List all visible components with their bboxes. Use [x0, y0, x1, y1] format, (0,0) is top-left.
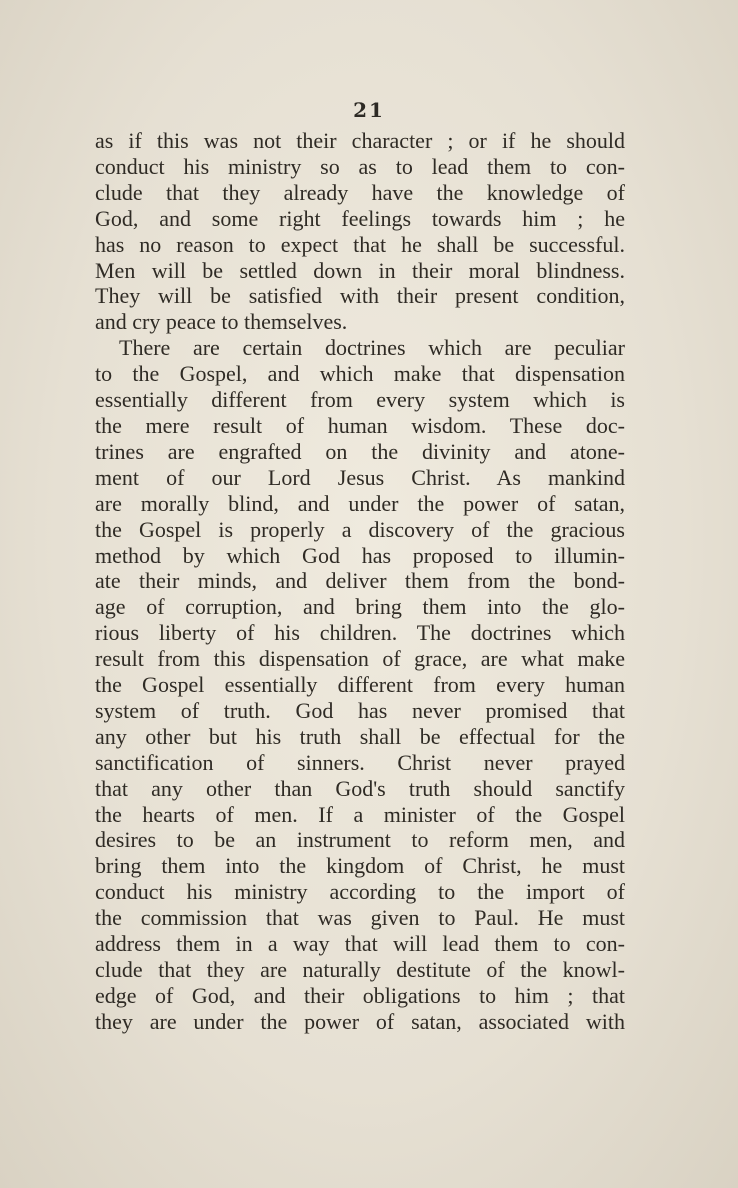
text-line: clude that they already have the knowledge of [95, 179, 625, 205]
text-line: bring them into the kingdom of Christ, he must [95, 853, 625, 879]
text-line: any other but his truth shall be effectual for the [95, 723, 625, 749]
text-line: clude that they are naturally destitute of the knowl- [95, 957, 625, 982]
text-line: to the Gospel, and which make that dispensation [95, 361, 625, 387]
text-line: conduct his ministry so as to lead them to con- [95, 153, 625, 179]
paragraph-end-line: and cry peace to themselves. [95, 309, 348, 335]
text-line: rious liberty of his children. The doctrines which [95, 620, 625, 646]
text-line: God, and some right feelings towards him ; he [95, 205, 625, 231]
text-line: result from this dispensation of grace, are what make [95, 646, 625, 672]
text-line: they are under the power of satan, associated with [95, 1008, 625, 1034]
text-line: They will be satisfied with their present condition, [95, 283, 625, 309]
text-line: has no reason to expect that he shall be successful. [95, 231, 625, 257]
body-text [95, 128, 625, 1035]
text-line: system of truth. God has never promised that [95, 697, 625, 723]
text-line: are morally blind, and under the power of satan, [95, 490, 625, 516]
text-line: desires to be an instrument to reform men, and [95, 827, 625, 853]
text-line: the Gospel essentially different from every human [95, 672, 625, 698]
text-line: the mere result of human wisdom. These doc- [95, 412, 625, 438]
text-line: that any other than God's truth should sanctify [95, 775, 625, 801]
text-line: trines are engrafted on the divinity and atone- [95, 438, 625, 464]
text-line: ate their minds, and deliver them from the bond- [95, 568, 625, 594]
paragraph-start-line: There are certain doctrines which are peculiar [119, 335, 625, 361]
text-line: age of corruption, and bring them into the glo- [95, 594, 625, 620]
text-line: method by which God has proposed to illumin- [95, 542, 625, 568]
text-line: sanctification of sinners. Christ never prayed [95, 749, 625, 775]
text-line: essentially different from every system which is [95, 387, 625, 413]
text-line: the commission that was given to Paul. He must [95, 905, 625, 931]
text-line: ment of our Lord Jesus Christ. As mankind [95, 464, 625, 490]
text-line: the hearts of men. If a minister of the Gospel [95, 801, 625, 827]
text-line: the Gospel is properly a discovery of the gracious [95, 516, 625, 542]
text-line: address them in a way that will lead them to con- [95, 931, 625, 957]
page-number: 21 [353, 98, 385, 122]
text-line: edge of God, and their obligations to him ; that [95, 982, 625, 1008]
text-line: as if this was not their character ; or if he should [95, 128, 625, 153]
text-line: conduct his ministry according to the import of [95, 879, 625, 905]
text-line: Men will be settled down in their moral blindness. [95, 257, 625, 283]
